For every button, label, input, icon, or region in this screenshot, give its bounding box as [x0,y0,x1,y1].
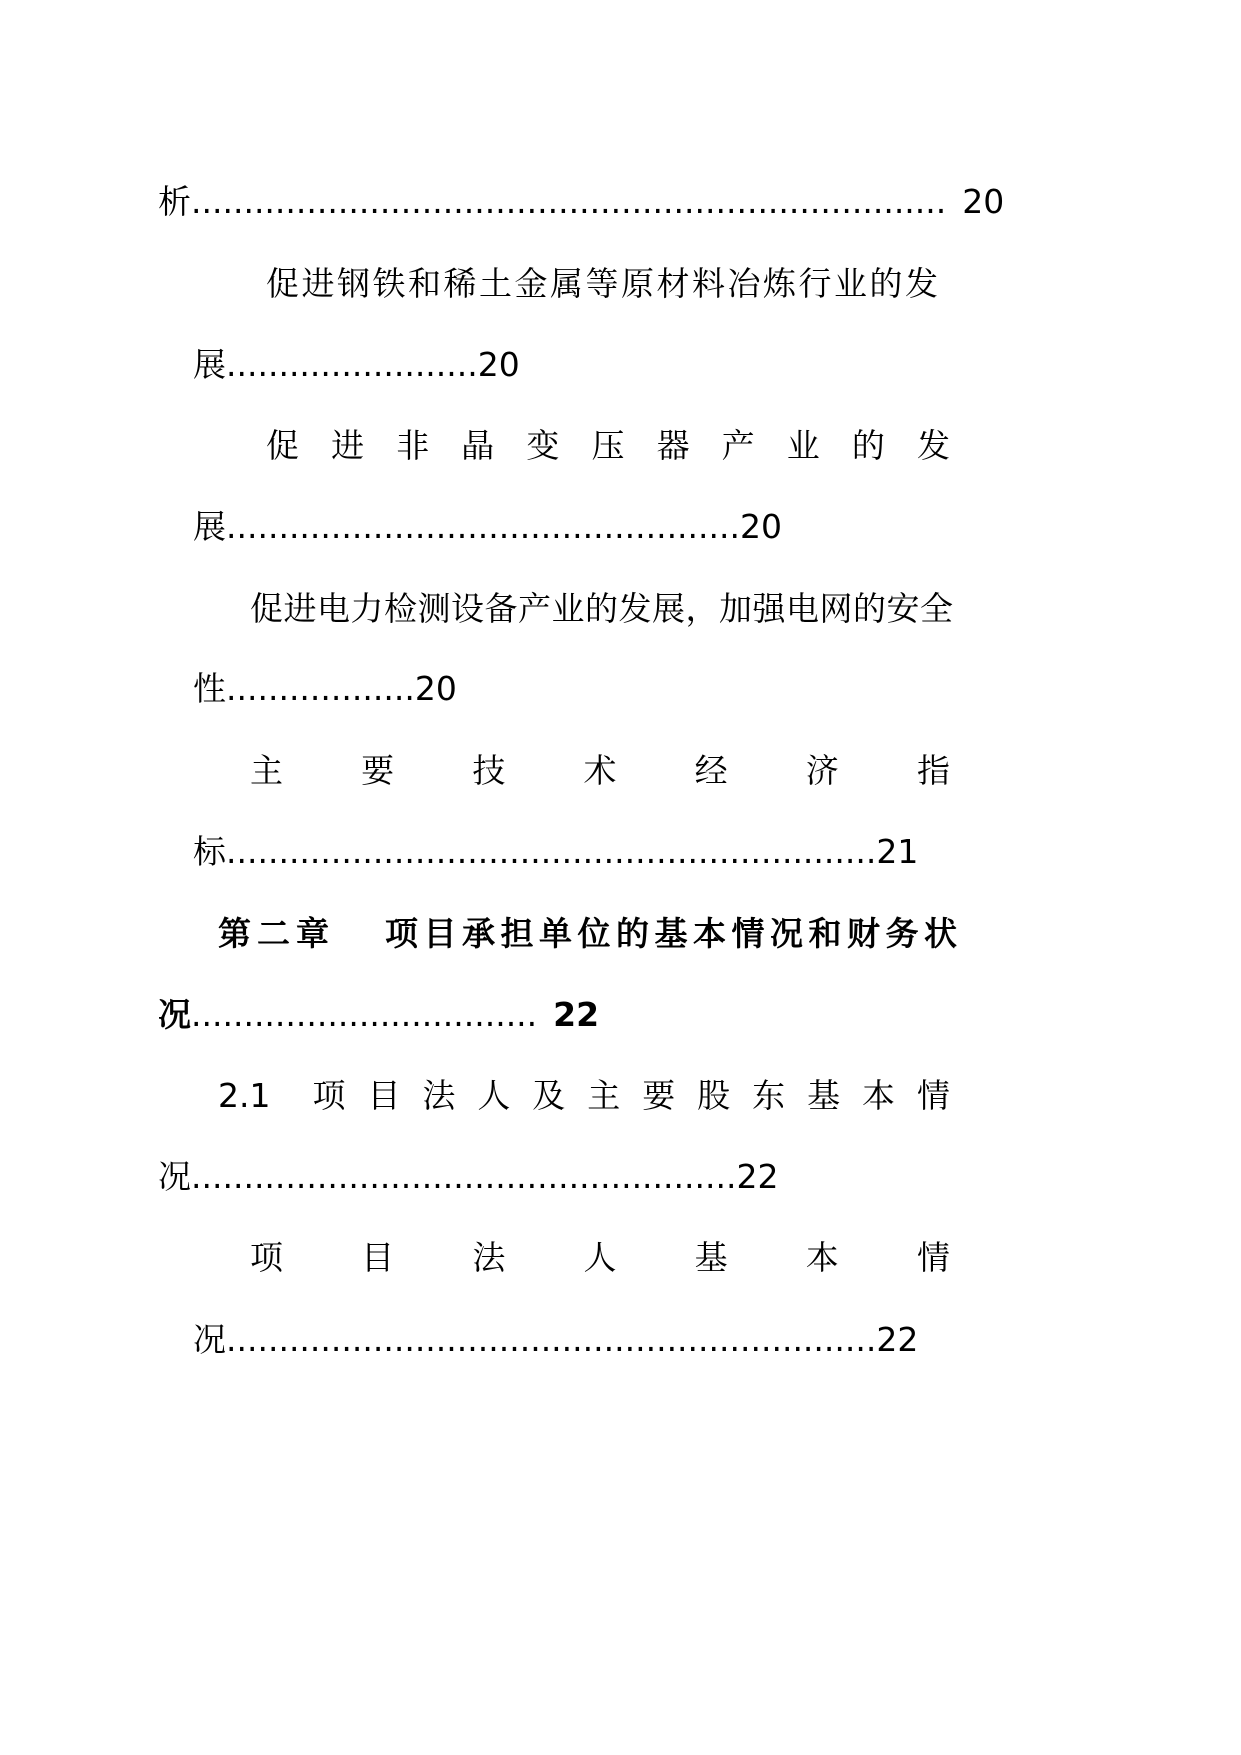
toc-title-end: 标 [193,832,226,871]
toc-title-char: 项 [312,1076,346,1115]
toc-title-char: 进 [331,426,365,465]
toc-title-char: 技 [472,751,506,790]
toc-title-char: 主 [587,1076,621,1115]
toc-title-end: 况 [158,995,191,1034]
toc-title-char: 人 [477,1076,511,1115]
toc-title-char: 情 [916,1076,950,1115]
toc-title-char: 本 [805,1238,839,1277]
toc-leader-dots: .............................................................. [226,1320,877,1359]
toc-leader-dots: .................. [226,669,415,708]
toc-page-number: 20 [740,507,782,546]
toc-title-char: 目 [361,1238,395,1277]
toc-title-char: 法 [422,1076,456,1115]
toc-section-number: 2.1 [218,1076,271,1115]
toc-title: 促进钢铁和稀土金属等原材料冶炼行业的发 [266,264,941,303]
toc-title-char: 变 [526,426,560,465]
toc-title-char: 目 [367,1076,401,1115]
toc-title-end: 展 [193,507,226,546]
toc-title-char: 项 [250,1238,283,1277]
toc-title-char: 晶 [461,426,495,465]
toc-title-char: 法 [472,1238,506,1277]
toc-title-char: 及 [532,1076,566,1115]
toc-chapter-page-line[interactable] [158,995,599,1035]
toc-title-char: 股 [697,1076,731,1115]
toc-title-char: 非 [396,426,430,465]
toc-entry-title-line[interactable] [250,1238,950,1278]
toc-page-number: 22 [876,1320,919,1359]
toc-title-char: 基 [807,1076,841,1115]
toc-title-char: 情 [916,1238,950,1277]
toc-section-page-line[interactable] [158,1157,778,1197]
toc-title-end: 展 [193,345,226,384]
toc-page-number: 21 [876,832,919,871]
toc-title-char: 压 [591,426,625,465]
toc-title-char: 基 [694,1238,728,1277]
toc-title-char: 指 [916,751,950,790]
toc-chapter-title: 项目承担单位的基本情况和财务状 [385,914,963,953]
toc-entry-title-line[interactable] [266,426,950,466]
toc-page-number: 20 [414,669,457,708]
toc-title-char: 产 [721,426,755,465]
toc-title-char: 要 [642,1076,676,1115]
toc-entry-continuation[interactable] [158,182,1004,222]
toc-title-char: 经 [694,751,728,790]
toc-chapter-title-line[interactable] [218,914,963,954]
toc-section-title-line[interactable] [218,1076,950,1116]
toc-title-end: 性 [193,669,226,708]
toc-title-char: 主 [250,751,283,790]
toc-entry-page-line[interactable] [193,507,782,547]
toc-title-end: 况 [158,1157,191,1196]
toc-title-char: 济 [805,751,839,790]
toc-title-end: 况 [193,1320,226,1359]
toc-entry-title-line[interactable] [266,264,950,304]
toc-leader-dots: ........................................................................ [191,182,947,221]
toc-entry-title-line[interactable] [250,589,954,629]
toc-page-number: 22 [736,1157,779,1196]
toc-leader-dots: ........................ [226,345,478,384]
toc-entry-page-line[interactable] [193,669,457,709]
toc-title: 促进电力检测设备产业的发展，加强电网的安全 [250,589,954,628]
toc-title-char: 要 [361,751,395,790]
toc-chapter-label: 第二章 [218,914,335,953]
toc-title-char: 本 [862,1076,896,1115]
toc-title-end: 析 [158,182,191,221]
toc-title-char: 发 [916,426,950,465]
toc-page-number: 20 [962,182,1005,221]
toc-title-char: 术 [583,751,617,790]
toc-page-number: 22 [553,995,600,1034]
toc-entry-page-line[interactable] [193,345,520,385]
toc-entry-page-line[interactable] [193,1320,918,1360]
toc-leader-dots: .................................................... [191,1157,737,1196]
toc-leader-dots: ................................. [191,995,538,1034]
toc-title-char: 器 [656,426,690,465]
toc-leader-dots: .............................................................. [226,832,877,871]
toc-title-char: 业 [786,426,820,465]
toc-entry-page-line[interactable] [193,832,918,872]
toc-title-char: 促 [266,426,299,465]
toc-title-char: 人 [583,1238,617,1277]
toc-page-number: 20 [477,345,520,384]
toc-entry-title-line[interactable] [250,751,950,791]
toc-title-char: 东 [752,1076,786,1115]
toc-leader-dots: ................................................. [226,507,740,546]
toc-title-char: 的 [851,426,885,465]
